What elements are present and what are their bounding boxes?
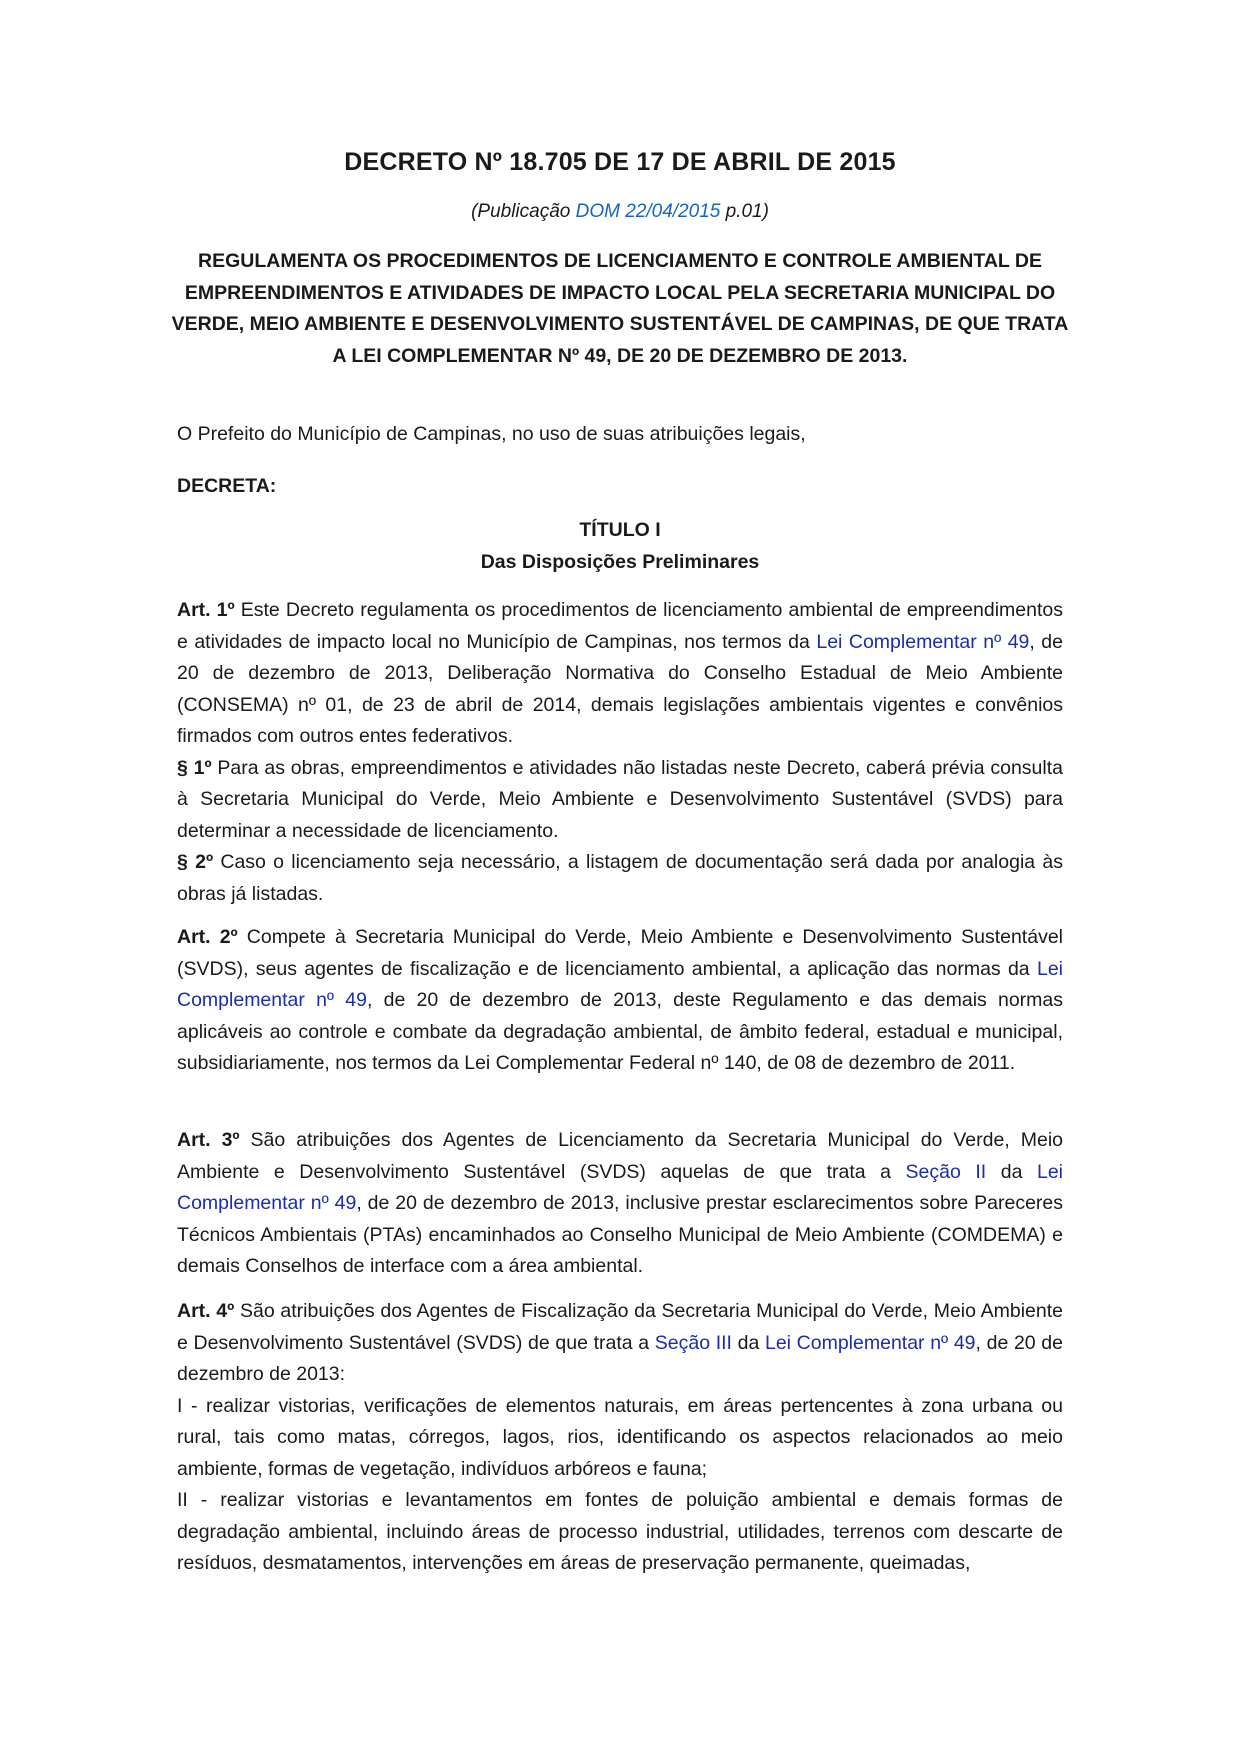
publication-link[interactable]: DOM 22/04/2015: [575, 201, 721, 222]
article-1: [177, 595, 1063, 910]
decree-title: DECRETO Nº 18.705 DE 17 DE ABRIL DE 2015: [344, 148, 896, 176]
article-4-item-ii: II - realizar vistorias e levantamentos em fontes de poluição ambiental e demais formas de degradação ambiental, incluindo áreas de processo industrial, utilidades, terrenos com descarte de resíduos, desmatamentos, intervenções em áreas de preservação permanente, queimadas,: [177, 1489, 1063, 1574]
title-section-heading: [0, 515, 1240, 578]
article-2-caput: [177, 922, 1063, 1080]
paragraph-2-label: § 2º: [177, 851, 214, 873]
intro-paragraph: O Prefeito do Município de Campinas, no uso de suas atribuições legais,: [177, 423, 806, 445]
article-3-section-link[interactable]: Seção II: [905, 1160, 987, 1183]
article-3: [177, 1125, 1063, 1283]
article-3-caput: [177, 1125, 1063, 1283]
article-3-label: Art. 3º: [177, 1129, 240, 1151]
publication-prefix: (Publicação: [471, 201, 576, 222]
article-4-text-a: São atribuições dos Agentes de Fiscalização da Secretaria Municipal do Verde, Meio Ambiente e Desenvolvimento Sustentável (SVDS) de que trata a: [177, 1300, 1063, 1354]
article-1-caput: [177, 595, 1063, 753]
article-2-text-b: , de 20 de dezembro de 2013, deste Regulamento e das demais normas aplicáveis ao controle e combate da degradação ambiental, de âmbito federal, estadual e municipal, subsidiariamente, nos termos da Lei Complementar Federal nº 140, de 08 de dezembro de 2011.: [177, 989, 1063, 1074]
article-4-label: Art. 4º: [177, 1300, 235, 1322]
publication-note: [0, 201, 1240, 223]
article-3-text-b: , de 20 de dezembro de 2013, inclusive prestar esclarecimentos sobre Pareceres Técnicos Ambientais (PTAs) encaminhados ao Conselho Municipal de Meio Ambiente (COMDEMA) e demais Conselhos de interface com a área ambiental.: [177, 1192, 1063, 1277]
article-1-paragraph-2: [177, 847, 1063, 910]
article-4-section-link[interactable]: Seção III: [654, 1331, 732, 1354]
article-1-law-link[interactable]: Lei Complementar nº 49: [816, 630, 1030, 653]
article-4: [177, 1296, 1063, 1580]
article-2: [177, 922, 1063, 1080]
article-2-label: Art. 2º: [177, 926, 238, 948]
article-1-text-a: Este Decreto regulamenta os procedimentos de licenciamento ambiental de empreendimentos e atividades de impacto local no Município de Campinas, nos termos da: [177, 599, 1063, 653]
article-1-text-b: , de 20 de dezembro de 2013, Deliberação Normativa do Conselho Estadual de Meio Ambiente (CONSEMA) nº 01, de 23 de abril de 2014, demais legislações ambientais vigentes e convênios firmados com outros entes federativos.: [177, 630, 1063, 747]
paragraph-1-label: § 1º: [177, 756, 212, 779]
article-1-label: Art. 1º: [177, 599, 235, 621]
article-3-text-mid: da: [986, 1160, 1037, 1183]
decree-summary: REGULAMENTA OS PROCEDIMENTOS DE LICENCIAMENTO E CONTROLE AMBIENTAL DE EMPREENDIMENTOS E ATIVIDADES DE IMPACTO LOCAL PELA SECRETARIA MUNICIPAL DO VERDE, MEIO AMBIENTE E DESENVOLVIMENTO SUSTENTÁVEL DE CAMPINAS, DE QUE TRATA A LEI COMPLEMENTAR Nº 49, DE 20 DE DEZEMBRO DE 2013.: [171, 250, 1069, 367]
article-4-text-mid: da: [731, 1331, 765, 1354]
article-3-law-link[interactable]: Lei Complementar nº 49: [177, 1160, 1064, 1214]
titulo-heading: TÍTULO I: [579, 519, 661, 541]
publication-suffix: p.01): [720, 201, 769, 222]
decreta-heading: DECRETA:: [177, 475, 277, 497]
titulo-subheading: Das Disposições Preliminares: [480, 550, 760, 573]
article-4-law-link[interactable]: Lei Complementar nº 49: [764, 1331, 976, 1354]
article-4-text-b: , de 20 de dezembro de 2013:: [177, 1331, 1063, 1385]
article-1-paragraph-1: [177, 753, 1063, 848]
article-2-law-link[interactable]: Lei Complementar nº 49: [177, 957, 1063, 1011]
paragraph-2-text: Caso o licenciamento seja necessário, a listagem de documentação será dada por analogia às obras já listadas.: [177, 851, 1063, 905]
paragraph-1-text: Para as obras, empreendimentos e atividades não listadas neste Decreto, caberá prévia consulta à Secretaria Municipal do Verde, Meio Ambiente e Desenvolvimento Sustentável (SVDS) para determinar a necessidade de licenciamento.: [177, 756, 1063, 842]
article-3-text-a: São atribuições dos Agentes de Licenciamento da Secretaria Municipal do Verde, Meio Ambiente e Desenvolvimento Sustentável (SVDS) aquelas de que trata a: [177, 1129, 1064, 1183]
article-4-caput: [177, 1296, 1063, 1391]
article-4-item-i: I - realizar vistorias, verificações de elementos naturais, em áreas pertencentes à zona urbana ou rural, tais como matas, córregos, lagos, rios, identificando os aspectos relacionados ao meio ambiente, formas de vegetação, indivíduos arbóreos e fauna;: [177, 1394, 1063, 1480]
article-2-text-a: Compete à Secretaria Municipal do Verde, Meio Ambiente e Desenvolvimento Sustentável (SVDS), seus agentes de fiscalização e de licenciamento ambiental, a aplicação das normas da: [177, 926, 1063, 980]
